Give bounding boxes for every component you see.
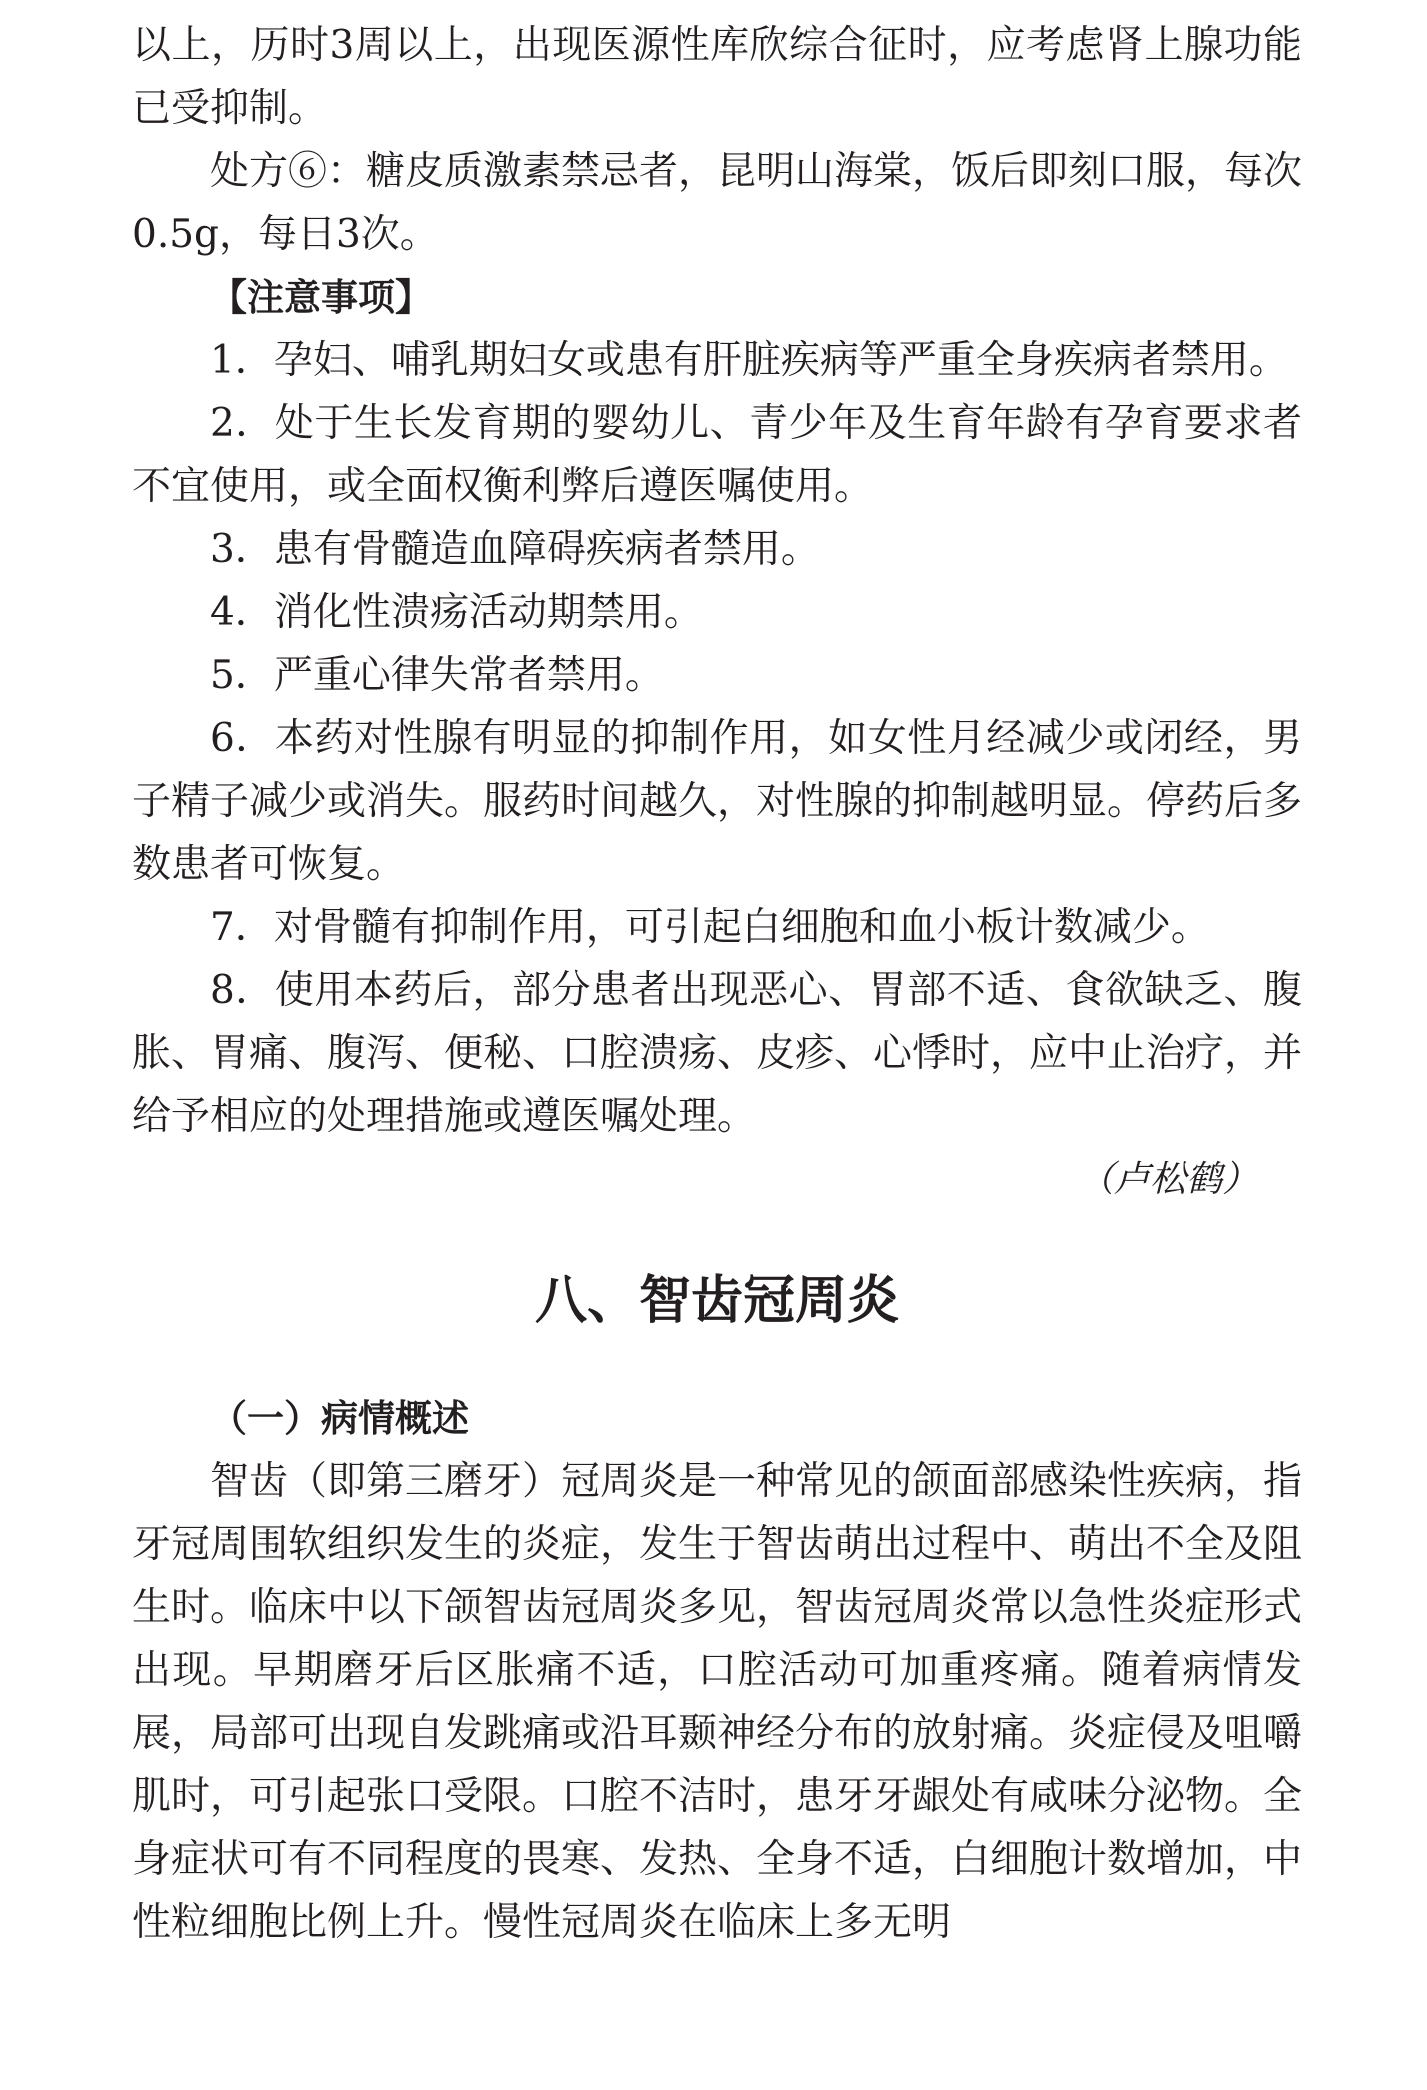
note-item: 8．使用本药后，部分患者出现恶心、胃部不适、食欲缺乏、腹胀、胃痛、腹泻、便秘、口腔溃疡、皮疹、心悸时，应中止治疗，并给予相应的处理措施或遵医嘱处理。 xyxy=(132,968,1303,1139)
page-content xyxy=(132,14,1302,1954)
paragraph-continuation: 以上，历时3周以上，出现医源性库欣综合征时，应考虑肾上腺功能已受抑制。 xyxy=(132,23,1302,131)
section-title: 八、智齿冠周炎 xyxy=(534,1271,899,1331)
subsection-heading: （一）病情概述 xyxy=(210,1397,469,1440)
note-item: 5．严重心律失常者禁用。 xyxy=(210,653,664,698)
note-item: 7．对骨髓有抑制作用，可引起白细胞和血小板计数减少。 xyxy=(210,905,1210,950)
paragraph-prescription-6: 处方⑥：糖皮质激素禁忌者，昆明山海棠，饭后即刻口服，每次0.5g，每日3次。 xyxy=(132,149,1303,257)
note-item: 4．消化性溃疡活动期禁用。 xyxy=(210,590,703,635)
note-item: 1．孕妇、哺乳期妇女或患有肝脏疾病等严重全身疾病者禁用。 xyxy=(210,338,1288,383)
author-credit: （卢松鹤） xyxy=(1077,1159,1258,1200)
note-item: 3．患有骨髓造血障碍疾病者禁用。 xyxy=(210,527,820,572)
note-item: 2．处于生长发育期的婴幼儿、青少年及生育年龄有孕育要求者不宜使用，或全面权衡利弊后遵医嘱使用。 xyxy=(132,401,1302,509)
overview-paragraph: 智齿（即第三磨牙）冠周炎是一种常见的颌面部感染性疾病，指牙冠周围软组织发生的炎症，发生于智齿萌出过程中、萌出不全及阻生时。临床中以下颌智齿冠周炎多见，智齿冠周炎常以急性炎症形式出现。早期磨牙后区胀痛不适，口腔活动可加重疼痛。随着病情发展，局部可出现自发跳痛或沿耳颞神经分布的放射痛。炎症侵及咀嚼肌时，可引起张口受限。口腔不洁时，患牙牙龈处有咸味分泌物。全身症状可有不同程度的畏寒、发热、全身不适，白细胞计数增加，中性粒细胞比例上升。慢性冠周炎在临床上多无明 xyxy=(132,1459,1303,1945)
note-item: 6．本药对性腺有明显的抑制作用，如女性月经减少或闭经，男子精子减少或消失。服药时间越久，对性腺的抑制越明显。停药后多数患者可恢复。 xyxy=(132,716,1303,887)
notes-heading: 【注意事项】 xyxy=(210,276,432,319)
